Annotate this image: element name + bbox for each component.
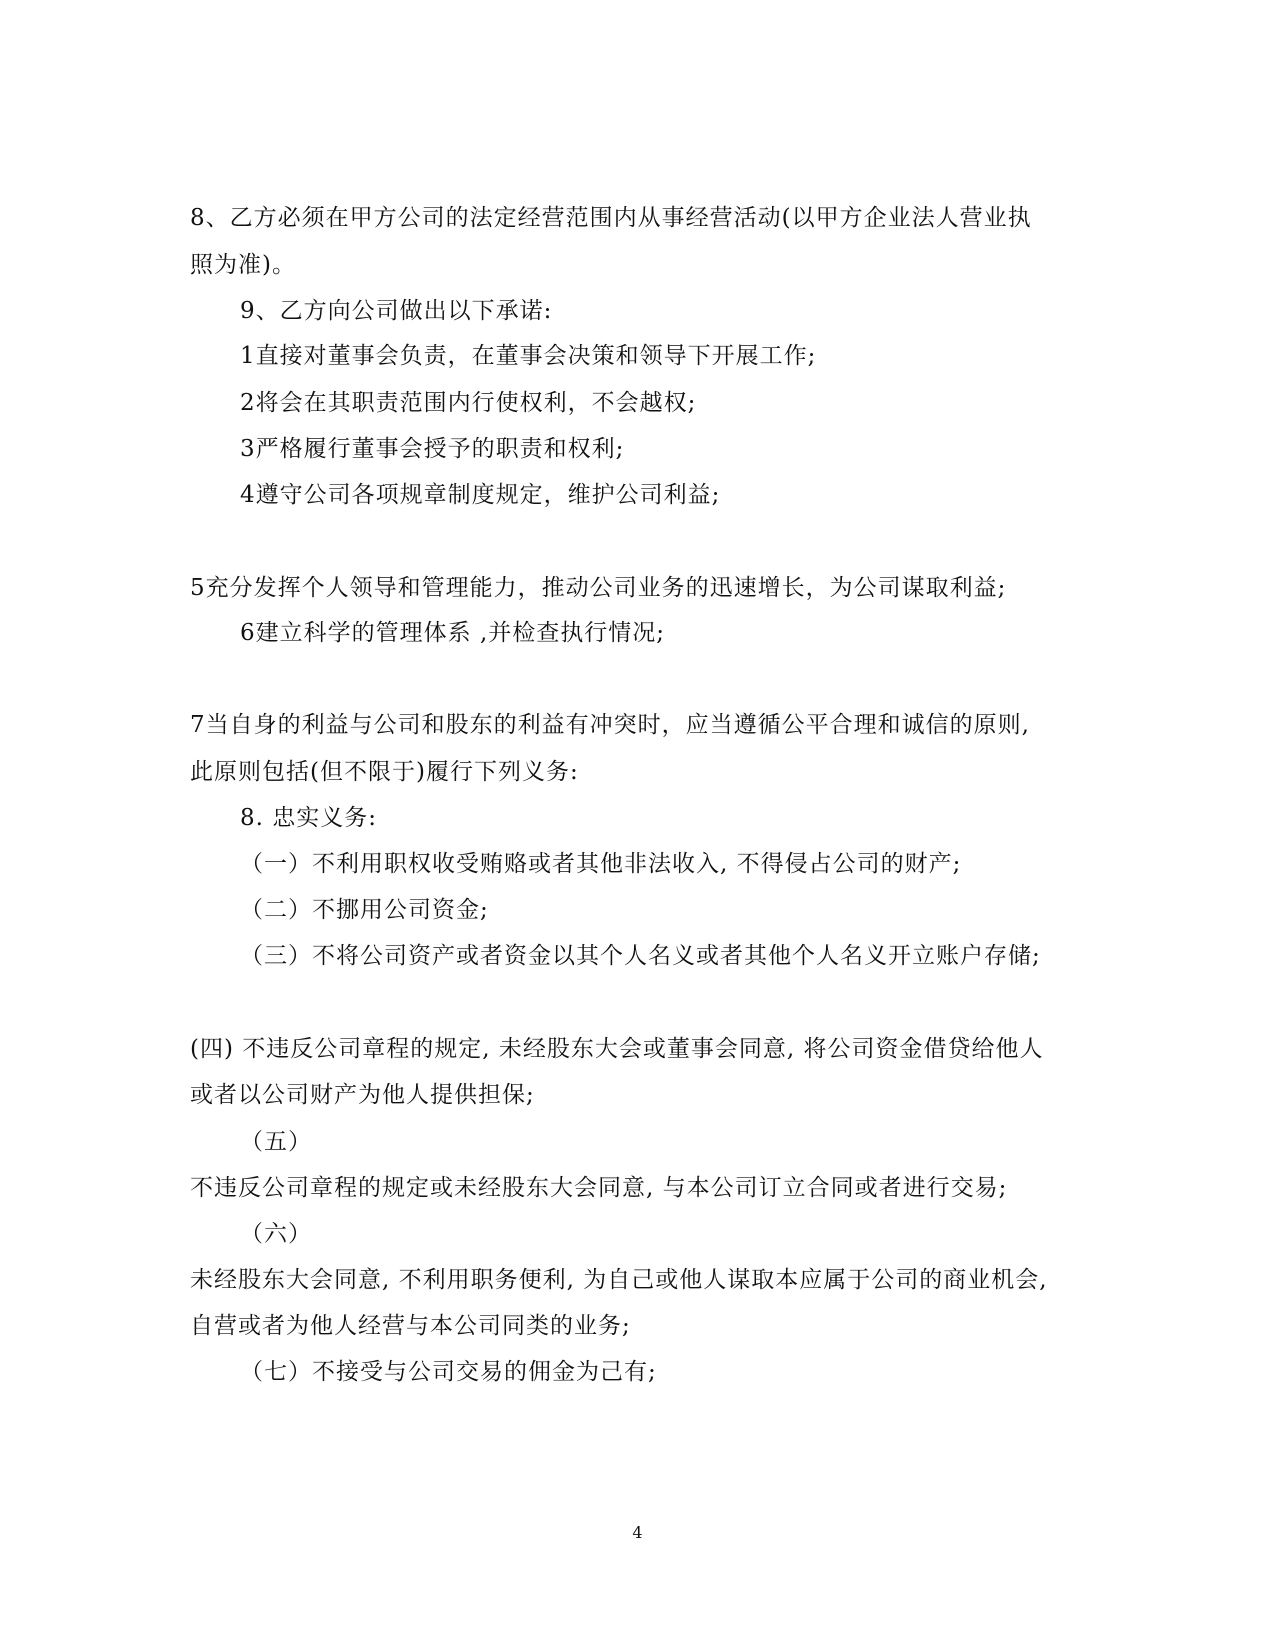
paragraph-line: 9、乙方向公司做出以下承诺: [240,298,553,324]
paragraph-line: 5充分发挥个人领导和管理能力，推动公司业务的迅速增长，为公司谋取利益; [190,575,1007,601]
paragraph-line: （七）不接受与公司交易的佣金为己有; [240,1359,657,1385]
paragraph-line: 未经股东大会同意, 不利用职务便利, 为自己或他人谋取本应属于公司的商业机会, [190,1267,1048,1293]
paragraph-line: 8. 忠实义务: [240,805,378,831]
paragraph-line: 3严格履行董事会授予的职责和权利; [240,436,625,462]
paragraph-line: （二）不挪用公司资金; [240,897,489,923]
paragraph-line: 自营或者为他人经营与本公司同类的业务; [190,1313,631,1339]
paragraph-line: （三）不将公司资产或者资金以其个人名义或者其他个人名义开立账户存储; [240,943,1041,969]
paragraph-line: （六） [240,1221,312,1247]
page-number: 4 [632,1523,643,1542]
paragraph-line: 8、乙方必须在甲方公司的法定经营范围内从事经营活动(以甲方企业法人营业执 [190,205,1032,231]
paragraph-line: 或者以公司财产为他人提供担保; [190,1082,535,1108]
paragraph-line: 6建立科学的管理体系 ,并检查执行情况; [240,620,666,646]
paragraph-line: 2将会在其职责范围内行使权利，不会越权; [240,390,697,416]
paragraph-line: 不违反公司章程的规定或未经股东大会同意, 与本公司订立合同或者进行交易; [190,1175,1008,1201]
paragraph-line: 7当自身的利益与公司和股东的利益有冲突时，应当遵循公平合理和诚信的原则, [190,712,1030,738]
paragraph-line: 照为准)。 [190,252,296,278]
paragraph-line: （五） [240,1129,312,1155]
paragraph-line: (四) 不违反公司章程的规定, 未经股东大会或董事会同意, 将公司资金借贷给他人 [190,1036,1044,1062]
paragraph-line: 1直接对董事会负责，在董事会决策和领导下开展工作; [240,343,817,369]
paragraph-line: 此原则包括(但不限于)履行下列义务: [190,759,579,785]
paragraph-line: 4遵守公司各项规章制度规定，维护公司利益; [240,482,721,508]
paragraph-line: （一）不利用职权收受贿赂或者其他非法收入, 不得侵占公司的财产; [240,851,962,877]
